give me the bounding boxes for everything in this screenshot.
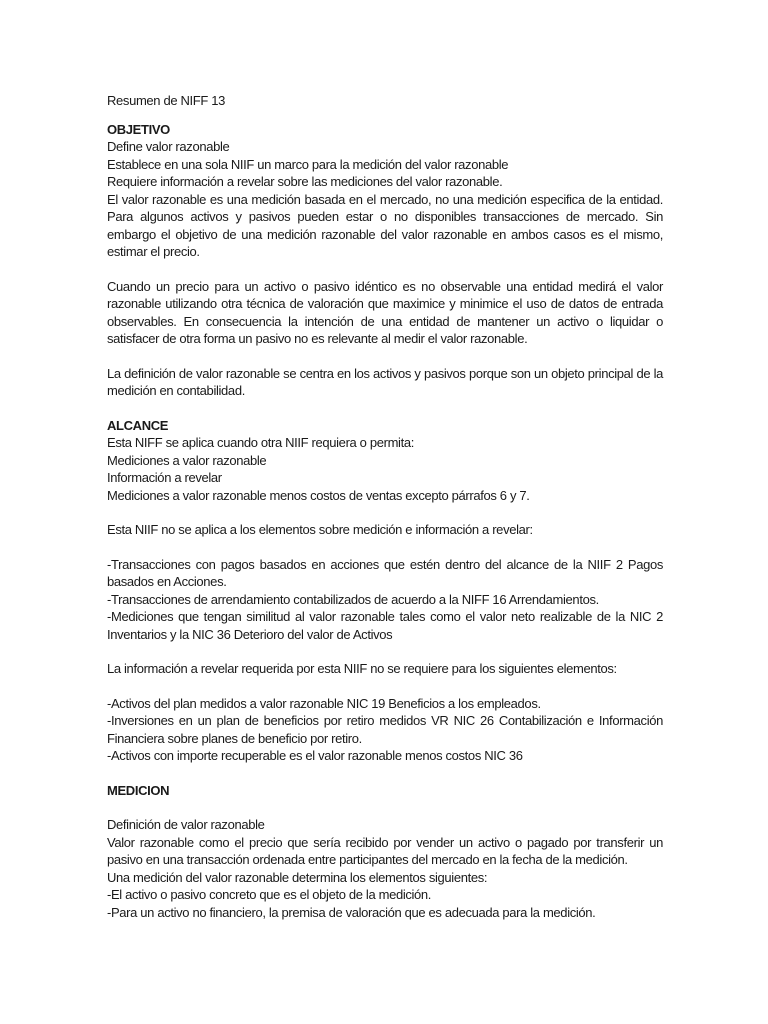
alcance-line: Información a revelar [107,470,222,485]
objetivo-line: Establece en una sola NIIF un marco para la medición del valor razonable [107,156,509,172]
section-heading-objetivo: OBJETIVO [107,121,170,137]
medicion-line: -El activo o pasivo concreto que es el objeto de la medición. [107,887,432,902]
objetivo-paragraph: Cuando un precio para un activo o pasivo idéntico es no observable una entidad medirá el valor razonable utilizando otra técnica de valoración que maximice y minimice el uso de datos de entrada observables. En consecuencia la intención de una entidad de mantener un activo o liquidar o satisfacer de otra forma un pasivo no es relevante al medir el valor razonable. [107,278,663,346]
alcance-paragraph: La información a revelar requerida por esta NIIF no se requiere para los siguientes elementos: [107,661,617,676]
document-title: Resumen de NIFF 13 [107,93,225,108]
section-heading-medicion: MEDICION [107,782,170,798]
exclusion-item: -Transacciones con pagos basados en acciones que estén dentro del alcance de la NIIF 2 Pagos basados en Acciones. [107,556,663,589]
objetivo-line: Requiere información a revelar sobre las mediciones del valor razonable. [107,174,503,189]
objetivo-paragraph: La definición de valor razonable se centra en los activos y pasivos porque son un objeto principal de la medición en contabilidad. [107,365,663,398]
objetivo-paragraph: El valor razonable es una medición basada en el mercado, no una medición especifica de la entidad. Para algunos activos y pasivos pueden estar o no disponibles transacciones de mercado. Sin embargo el objetivo de una medición razonable del valor razonable en ambos casos es el mismo, estimar el precio. [107,191,663,259]
document-page [107,92,663,921]
exclusion-item: -Transacciones de arrendamiento contabilizados de acuerdo a la NIFF 16 Arrendamientos. [107,591,599,607]
exclusion-item: -Mediciones que tengan similitud al valor razonable tales como el valor neto realizable de la NIC 2 Inventarios y la NIC 36 Deterioro del valor de Activos [107,609,663,642]
exemption-item: -Inversiones en un plan de beneficios por retiro medidos VR NIC 26 Contabilización e Información Financiera sobre planes de beneficio por retiro. [107,713,663,746]
alcance-line: Esta NIFF se aplica cuando otra NIIF requiera o permita: [107,435,414,450]
medicion-line: Una medición del valor razonable determina los elementos siguientes: [107,869,488,885]
medicion-subheading: Definición de valor razonable [107,817,265,832]
alcance-line: Mediciones a valor razonable menos costos de ventas excepto párrafos 6 y 7. [107,487,530,503]
medicion-line: -Para un activo no financiero, la premisa de valoración que es adecuada para la medición. [107,904,596,920]
alcance-paragraph: Esta NIIF no se aplica a los elementos sobre medición e información a revelar: [107,522,533,537]
section-heading-alcance: ALCANCE [107,417,169,433]
medicion-paragraph: Valor razonable como el precio que sería recibido por vender un activo o pagado por transferir un pasivo en una transacción ordenada entre participantes del mercado en la fecha de la medición. [107,834,663,867]
alcance-line: Mediciones a valor razonable [107,452,267,468]
exemption-item: -Activos del plan medidos a valor razonable NIC 19 Beneficios a los empleados. [107,695,541,711]
exemption-item: -Activos con importe recuperable es el valor razonable menos costos NIC 36 [107,748,523,763]
objetivo-line: Define valor razonable [107,139,230,154]
